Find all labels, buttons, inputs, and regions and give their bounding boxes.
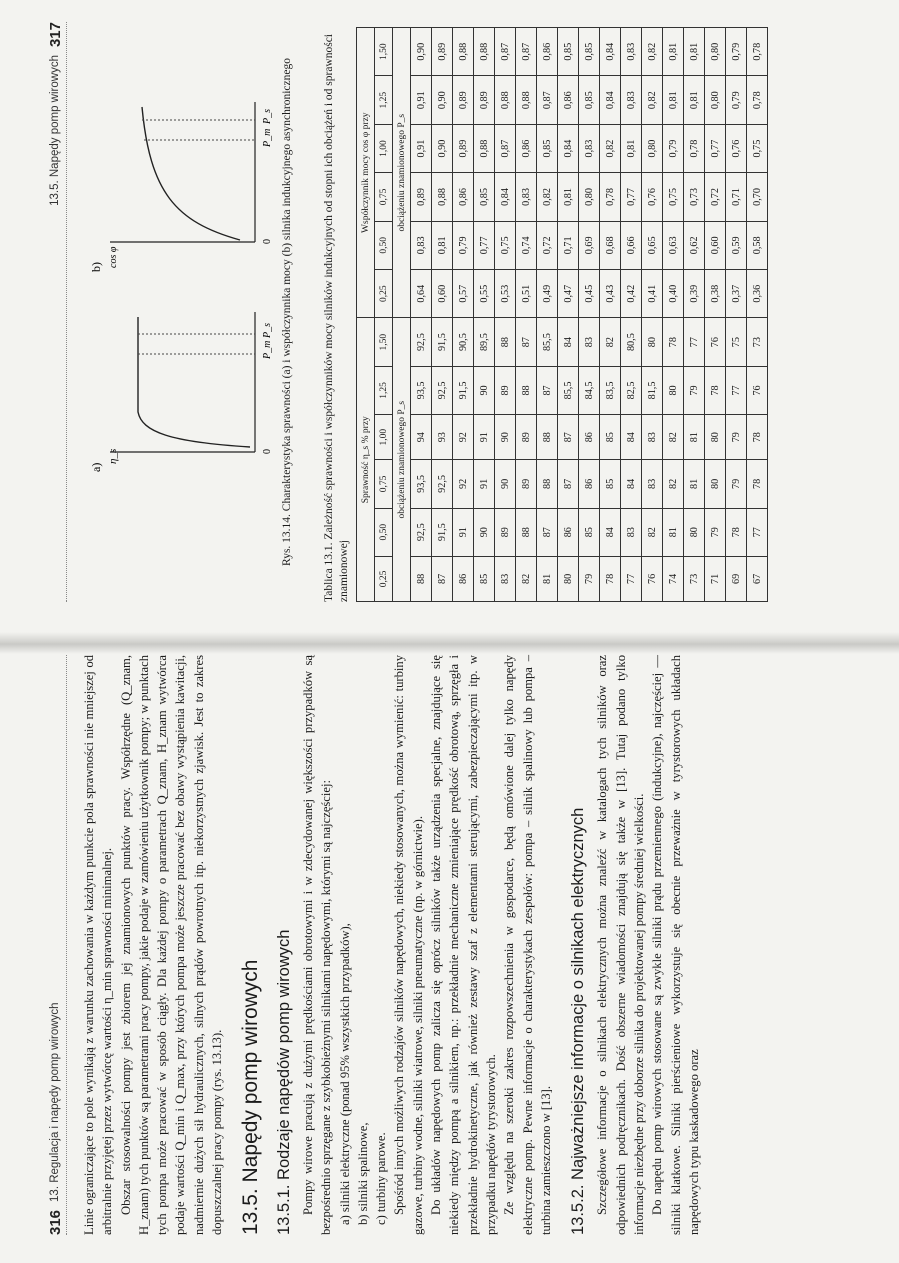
table-cell: 0,63 bbox=[663, 221, 684, 269]
table-cell: 82 bbox=[663, 415, 684, 460]
table-cell: 0,83 bbox=[621, 28, 642, 76]
table-cell: 0,91 bbox=[411, 124, 432, 172]
table-cell: 0,89 bbox=[411, 173, 432, 221]
table-cell: 93 bbox=[432, 415, 453, 460]
table-cell: 87 bbox=[432, 556, 453, 601]
running-head-left bbox=[44, 655, 67, 1235]
table-cell: 94 bbox=[411, 415, 432, 460]
table-cell: 83 bbox=[642, 415, 663, 460]
subheader-power-factor: obciążeniu znamionowego P_s bbox=[393, 28, 411, 318]
table-cell: 91 bbox=[453, 508, 474, 556]
table-cell: 0,81 bbox=[621, 124, 642, 172]
paragraph: Do napędu pomp wirowych stosowane są zwykle silniki prądu przemiennego (indukcyjne), najczęściej — silniki klatkowe. Silniki pierścieniowe wykorzystuje się obecnie przeważnie w tyrystorowych układach napędowych typu kaskadowego oraz bbox=[650, 655, 701, 1235]
table-cell: 0,80 bbox=[579, 173, 600, 221]
table-cell: 81 bbox=[684, 415, 705, 460]
table-cell: 69 bbox=[726, 556, 747, 601]
table-cell: 0,85 bbox=[579, 28, 600, 76]
table-row bbox=[453, 28, 474, 602]
table-cell: 71 bbox=[705, 556, 726, 601]
table-cell: 83 bbox=[621, 508, 642, 556]
table-header-row bbox=[357, 28, 375, 602]
table-cell: 92,5 bbox=[432, 366, 453, 414]
table-cell: 0,75 bbox=[495, 221, 516, 269]
table-cell: 89 bbox=[516, 415, 537, 460]
table-cell: 0,89 bbox=[453, 124, 474, 172]
table-cell: 0,87 bbox=[537, 76, 558, 124]
fig-b-x0: 0 bbox=[262, 239, 273, 244]
table-cell: 85,5 bbox=[558, 366, 579, 414]
load-level-cell: 1,50 bbox=[375, 318, 393, 366]
table-cell: 0,45 bbox=[579, 270, 600, 318]
paragraph: Szczegółowe informacje o silnikach elektrycznych można znaleźć w katalogach tych silników oraz odpowiednich podręcznikach. Dość obszerne wiadomości znajdują się także w [13]. Tutaj podano tylko informacje niezbędne przy doborze silnika do projektowanej pompy średniej wielkości. bbox=[595, 655, 647, 1235]
fig-a-xps: P_s bbox=[262, 323, 273, 338]
table-cell: 0,71 bbox=[558, 221, 579, 269]
table-cell: 80,5 bbox=[621, 318, 642, 366]
table-cell: 91 bbox=[474, 460, 495, 508]
table-cell: 0,83 bbox=[516, 173, 537, 221]
table-cell: 0,57 bbox=[453, 270, 474, 318]
table-cell: 88 bbox=[537, 460, 558, 508]
table-row bbox=[516, 28, 537, 602]
fig-b-xps: P_s bbox=[262, 109, 273, 124]
table-cell: 0,83 bbox=[579, 124, 600, 172]
table-cell: 77 bbox=[747, 508, 768, 556]
table-cell: 0,87 bbox=[495, 124, 516, 172]
table-cell: 85 bbox=[474, 556, 495, 601]
table-cell: 87 bbox=[558, 460, 579, 508]
table-cell: 0,86 bbox=[453, 173, 474, 221]
paragraph: Spośród innych możliwych rodzajów silników napędowych, niekiedy stosowanych, można wymienić: turbiny gazowe, turbiny wodne, silniki wiatrowe, silniki pneumatyczne (np. w górnictwie). bbox=[392, 655, 425, 1235]
table-cell: 85 bbox=[579, 508, 600, 556]
subsection-heading: 13.5.2. Najważniejsze informacje o silnikach elektrycznych bbox=[569, 807, 588, 1235]
table-cell: 0,78 bbox=[684, 124, 705, 172]
table-row bbox=[600, 28, 621, 602]
table-cell: 0,87 bbox=[516, 28, 537, 76]
table-cell: 0,70 bbox=[747, 173, 768, 221]
fig-a-curve bbox=[138, 317, 250, 447]
table-cell: 80 bbox=[705, 415, 726, 460]
load-level-cell: 0,50 bbox=[375, 508, 393, 556]
table-cell: 0,90 bbox=[432, 76, 453, 124]
load-level-cell: 0,25 bbox=[375, 556, 393, 601]
table-cell: 89 bbox=[516, 460, 537, 508]
table-13-1 bbox=[356, 27, 768, 602]
figure-caption: Rys. 13.14. Charakterystyka sprawności (a) i współczynnika mocy (b) silnika indukcyjnego asynchronicznego bbox=[281, 58, 293, 566]
table-cell: 81 bbox=[684, 460, 705, 508]
table-cell: 84 bbox=[621, 415, 642, 460]
table-cell: 73 bbox=[747, 318, 768, 366]
table-cell: 0,41 bbox=[642, 270, 663, 318]
table-cell: 0,79 bbox=[663, 124, 684, 172]
list-item: b) silniki spalinowe, bbox=[355, 1122, 370, 1225]
table-cell: 86 bbox=[579, 415, 600, 460]
table-cell: 0,81 bbox=[684, 76, 705, 124]
table-cell: 0,88 bbox=[432, 173, 453, 221]
table-cell: 87 bbox=[537, 366, 558, 414]
table-cell: 73 bbox=[684, 556, 705, 601]
table-cell: 89 bbox=[495, 508, 516, 556]
table-row bbox=[537, 28, 558, 602]
table-cell: 85 bbox=[600, 415, 621, 460]
table-cell: 90 bbox=[474, 366, 495, 414]
table-cell: 0,77 bbox=[621, 173, 642, 221]
table-cell: 0,88 bbox=[474, 124, 495, 172]
table-cell: 0,74 bbox=[516, 221, 537, 269]
table-cell: 91,5 bbox=[453, 366, 474, 414]
table-cell: 78 bbox=[705, 366, 726, 414]
table-cell: 82 bbox=[600, 318, 621, 366]
table-row bbox=[705, 28, 726, 602]
table-cell: 0,77 bbox=[705, 124, 726, 172]
table-cell: 0,75 bbox=[663, 173, 684, 221]
table-cell: 0,42 bbox=[621, 270, 642, 318]
table-cell: 79 bbox=[726, 415, 747, 460]
paragraph: Obszar stosowalności pompy jest zbiorem jej znamionowych punktów pracy. Współrzędne (Q_znam, H_znam) tych punktów są parametrami pracy pompy, jakie podaje w zamówieniu użytkownik pompy; w punktach tych pompa może pracować w sposób ciągły. Dla każdej pompy o parametrach Q_znam, H_znam wytwórca podaje wartości Q_min i Q_max, przy których pompa może jeszcze pracować bez obawy wystąpienia kawitacji, nadmiernie dużych sił hydraulicznych, silnych prądów powrotnych itp. niekorzystnych zjawisk. Jest to zakres dopuszczalnej pracy pompy (rys. 13.13). bbox=[118, 655, 225, 1235]
load-level-cell: 0,75 bbox=[375, 460, 393, 508]
table-cell: 0,60 bbox=[705, 221, 726, 269]
table-cell: 0,43 bbox=[600, 270, 621, 318]
table-cell: 80 bbox=[705, 460, 726, 508]
table-cell: 0,72 bbox=[705, 173, 726, 221]
table-cell: 0,79 bbox=[726, 28, 747, 76]
figure-13-14 bbox=[80, 22, 300, 602]
fig-b-curve bbox=[142, 107, 240, 240]
table-cell: 79 bbox=[684, 366, 705, 414]
table-row bbox=[663, 28, 684, 602]
subheader-efficiency: obciążeniu znamionowego P_s bbox=[393, 318, 411, 602]
fig-a-ylabel: η_s bbox=[107, 448, 119, 464]
section-heading: 13.5. Napędy pomp wirowych bbox=[239, 959, 263, 1235]
table-cell: 0,53 bbox=[495, 270, 516, 318]
table-cell: 77 bbox=[621, 556, 642, 601]
table-cell: 90,5 bbox=[453, 318, 474, 366]
paragraph: Pompy wirowe pracują z dużymi prędkościami obrotowymi i w zdecydowanej większości przypadków są bezpośrednio sprzęgane z szybkobieżnymi silnikami napędowymi, którymi są najczęściej: bbox=[300, 655, 334, 1235]
table-cell: 0,59 bbox=[726, 221, 747, 269]
table-cell: 0,79 bbox=[453, 221, 474, 269]
table-row bbox=[411, 28, 432, 602]
table-cell: 83 bbox=[495, 556, 516, 601]
load-level-cell: 1,50 bbox=[375, 28, 393, 76]
table-cell: 80 bbox=[684, 508, 705, 556]
paragraph: Do układów napędowych pomp zalicza się oprócz silników także urządzenia specjalne, znajdujące się niekiedy między pompą a silnikiem, np.: przekładnie mechaniczne zmieniające prędkość obrotową, sprzęgła i przekładnie hydrokinetyczne, jak również zestawy szaf z elementami sterującymi, zabezpieczającymi itp. w przypadku napędów tyrystorowych. bbox=[429, 655, 498, 1235]
table-cell: 0,81 bbox=[684, 28, 705, 76]
table-subheader-row bbox=[393, 28, 411, 602]
load-level-cell: 0,75 bbox=[375, 173, 393, 221]
table-cell: 0,77 bbox=[474, 221, 495, 269]
table-cell: 0,36 bbox=[747, 270, 768, 318]
table-cell: 78 bbox=[747, 415, 768, 460]
table-cell: 0,86 bbox=[537, 28, 558, 76]
table-cell: 0,89 bbox=[453, 76, 474, 124]
table-cell: 0,76 bbox=[726, 124, 747, 172]
table-cell: 0,72 bbox=[537, 221, 558, 269]
table-cell: 91 bbox=[474, 415, 495, 460]
table-cell: 0,64 bbox=[411, 270, 432, 318]
table-cell: 79 bbox=[705, 508, 726, 556]
table-cell: 0,51 bbox=[516, 270, 537, 318]
page-number-right: 317 bbox=[46, 22, 64, 48]
table-cell: 80 bbox=[558, 556, 579, 601]
table-cell: 0,85 bbox=[579, 76, 600, 124]
table-cell: 80 bbox=[663, 366, 684, 414]
table-cell: 0,73 bbox=[684, 173, 705, 221]
table-cell: 0,87 bbox=[495, 28, 516, 76]
table-cell: 75 bbox=[726, 318, 747, 366]
fig-a-label: a) bbox=[89, 462, 103, 472]
table-cell: 0,80 bbox=[705, 76, 726, 124]
table-cell: 0,39 bbox=[684, 270, 705, 318]
table-cell: 84 bbox=[621, 460, 642, 508]
table-cell: 0,55 bbox=[474, 270, 495, 318]
load-level-cell: 1,00 bbox=[375, 124, 393, 172]
fig-b-label: b) bbox=[89, 262, 103, 272]
table-cell: 81 bbox=[663, 508, 684, 556]
table-cell: 0,58 bbox=[747, 221, 768, 269]
table-cell: 0,88 bbox=[453, 28, 474, 76]
table-cell: 67 bbox=[747, 556, 768, 601]
table-cell: 0,37 bbox=[726, 270, 747, 318]
table-cell: 79 bbox=[726, 460, 747, 508]
table-cell: 83 bbox=[579, 318, 600, 366]
table-cell: 91,5 bbox=[432, 508, 453, 556]
table-cell: 0,65 bbox=[642, 221, 663, 269]
left-page bbox=[0, 633, 899, 1263]
table-cell: 0,85 bbox=[537, 124, 558, 172]
table-cell: 78 bbox=[663, 318, 684, 366]
table-cell: 78 bbox=[747, 460, 768, 508]
table-cell: 0,81 bbox=[558, 173, 579, 221]
list-item: a) silniki elektryczne (ponad 95% wszystkich przypadków), bbox=[337, 923, 352, 1225]
table-cell: 92,5 bbox=[411, 318, 432, 366]
table-cell: 0,82 bbox=[642, 28, 663, 76]
paragraph: Linie ograniczające to pole wynikają z warunku zachowania w każdym punkcie pola sprawności nie mniejszej od arbitralnie przyjętej przez wytwórcę wartości η_min sprawności minimalnej. bbox=[82, 655, 115, 1235]
running-head-right bbox=[44, 22, 67, 602]
table-cell: 84 bbox=[600, 508, 621, 556]
table-cell: 0,80 bbox=[705, 28, 726, 76]
paragraph: Ze względu na szeroki zakres rozpowszechnienia w gospodarce, będą omówione dalej tylko napędy elektryczne pomp. Pewne informacje o charakterystykach zespołów: pompa – silnik spalinowy lub pompa – turbina zamieszczono w [13]. bbox=[502, 655, 553, 1235]
table-cell: 92,5 bbox=[432, 460, 453, 508]
fig-a-xpm: P_m bbox=[262, 340, 273, 359]
table-cell: 0,90 bbox=[411, 28, 432, 76]
table-row bbox=[747, 28, 768, 602]
table-cell: 74 bbox=[663, 556, 684, 601]
table-row bbox=[621, 28, 642, 602]
table-cell: 86 bbox=[579, 460, 600, 508]
table-cell: 88 bbox=[516, 508, 537, 556]
table-cell: 76 bbox=[747, 366, 768, 414]
table-cell: 82,5 bbox=[621, 366, 642, 414]
table-cell: 87 bbox=[516, 318, 537, 366]
header-efficiency: Sprawność η_s % przy bbox=[357, 318, 375, 602]
right-page bbox=[0, 0, 899, 630]
table-cell: 0,49 bbox=[537, 270, 558, 318]
table-cell: 87 bbox=[537, 508, 558, 556]
table-cell: 0,86 bbox=[516, 124, 537, 172]
table-cell: 86 bbox=[453, 556, 474, 601]
load-level-cell: 1,25 bbox=[375, 76, 393, 124]
table-cell: 0,62 bbox=[684, 221, 705, 269]
table-cell: 92,5 bbox=[411, 508, 432, 556]
load-level-cell: 0,50 bbox=[375, 221, 393, 269]
table-cell: 81 bbox=[537, 556, 558, 601]
load-level-cell: 0,25 bbox=[375, 270, 393, 318]
table-cell: 77 bbox=[726, 366, 747, 414]
table-cell: 91,5 bbox=[432, 318, 453, 366]
table-cell: 0,47 bbox=[558, 270, 579, 318]
table-cell: 87 bbox=[558, 415, 579, 460]
table-cell: 79 bbox=[579, 556, 600, 601]
table-cell: 0,68 bbox=[600, 221, 621, 269]
table-cell: 84,5 bbox=[579, 366, 600, 414]
table-cell: 92 bbox=[453, 460, 474, 508]
running-head-text: 13. Regulacja i napędy pomp wirowych bbox=[49, 1002, 61, 1202]
table-cell: 0,82 bbox=[600, 124, 621, 172]
table-row bbox=[495, 28, 516, 602]
table-cell: 86 bbox=[558, 508, 579, 556]
table-cell: 0,38 bbox=[705, 270, 726, 318]
table-cell: 0,88 bbox=[516, 76, 537, 124]
table-cell: 0,85 bbox=[558, 28, 579, 76]
table-row bbox=[684, 28, 705, 602]
table-cell: 88 bbox=[516, 366, 537, 414]
table-load-row bbox=[375, 28, 393, 602]
table-cell: 89,5 bbox=[474, 318, 495, 366]
table-cell: 0,84 bbox=[600, 76, 621, 124]
table-cell: 89 bbox=[495, 366, 516, 414]
table-cell: 0,81 bbox=[432, 221, 453, 269]
table-cell: 0,81 bbox=[663, 76, 684, 124]
table-cell: 0,84 bbox=[495, 173, 516, 221]
table-cell: 78 bbox=[600, 556, 621, 601]
table-cell: 0,84 bbox=[600, 28, 621, 76]
table-row bbox=[579, 28, 600, 602]
table-cell: 83,5 bbox=[600, 366, 621, 414]
left-body bbox=[80, 655, 703, 1235]
table-cell: 0,78 bbox=[747, 76, 768, 124]
page-number-left: 316 bbox=[46, 1209, 64, 1235]
table-cell: 78 bbox=[726, 508, 747, 556]
table-cell: 85 bbox=[600, 460, 621, 508]
table-cell: 82 bbox=[642, 508, 663, 556]
table-cell: 0,75 bbox=[747, 124, 768, 172]
table-cell: 88 bbox=[495, 318, 516, 366]
subsection-heading: 13.5.1. Rodzaje napędów pomp wirowych bbox=[274, 929, 293, 1235]
fig-b-ylabel: cos φ bbox=[108, 246, 119, 268]
table-cell: 0,83 bbox=[621, 76, 642, 124]
table-cell: 88 bbox=[537, 415, 558, 460]
table-cell: 81,5 bbox=[642, 366, 663, 414]
table-caption: Tablica 13.1. Zależność sprawności i współczynników mocy silników indukcyjnych od stopni ich obciążeń i od sprawności znamionowej bbox=[323, 33, 350, 602]
table-cell: 0,85 bbox=[474, 173, 495, 221]
table-cell: 0,82 bbox=[537, 173, 558, 221]
table-cell: 0,84 bbox=[558, 124, 579, 172]
table-cell: 90 bbox=[474, 508, 495, 556]
table-cell: 92 bbox=[453, 415, 474, 460]
table-cell: 0,69 bbox=[579, 221, 600, 269]
table-row bbox=[474, 28, 495, 602]
table-cell: 77 bbox=[684, 318, 705, 366]
table-row bbox=[432, 28, 453, 602]
table-cell: 80 bbox=[642, 318, 663, 366]
table-cell: 82 bbox=[663, 460, 684, 508]
table-cell: 0,90 bbox=[432, 124, 453, 172]
table-cell: 93,5 bbox=[411, 460, 432, 508]
figure-graphs bbox=[80, 22, 280, 602]
table-cell: 0,88 bbox=[474, 28, 495, 76]
table-cell: 0,88 bbox=[495, 76, 516, 124]
table-cell: 83 bbox=[642, 460, 663, 508]
table-cell: 0,66 bbox=[621, 221, 642, 269]
table-cell: 0,89 bbox=[474, 76, 495, 124]
table-row bbox=[642, 28, 663, 602]
table-cell: 93,5 bbox=[411, 366, 432, 414]
table-cell: 0,82 bbox=[642, 76, 663, 124]
table-body bbox=[357, 28, 768, 602]
table-cell: 0,78 bbox=[600, 173, 621, 221]
table-cell: 0,91 bbox=[411, 76, 432, 124]
table-cell: 90 bbox=[495, 460, 516, 508]
table-cell: 0,76 bbox=[642, 173, 663, 221]
table-cell: 0,60 bbox=[432, 270, 453, 318]
table-row bbox=[558, 28, 579, 602]
table-cell: 90 bbox=[495, 415, 516, 460]
table-cell: 0,83 bbox=[411, 221, 432, 269]
table-row bbox=[726, 28, 747, 602]
table-cell: 76 bbox=[705, 318, 726, 366]
table-cell: 0,79 bbox=[726, 76, 747, 124]
table-cell: 0,71 bbox=[726, 173, 747, 221]
table-cell: 0,86 bbox=[558, 76, 579, 124]
load-level-cell: 1,00 bbox=[375, 415, 393, 460]
header-power-factor: Współczynnik mocy cos φ przy bbox=[357, 28, 375, 318]
fig-a-x0: 0 bbox=[262, 449, 273, 454]
table-cell: 0,80 bbox=[642, 124, 663, 172]
table-cell: 88 bbox=[411, 556, 432, 601]
running-head-text: 13.5. Napędy pomp wirowych bbox=[49, 55, 61, 206]
list-item: c) turbiny parowe. bbox=[374, 1132, 389, 1225]
load-level-cell: 1,25 bbox=[375, 366, 393, 414]
table-cell: 84 bbox=[558, 318, 579, 366]
table-cell: 85,5 bbox=[537, 318, 558, 366]
table-cell: 0,78 bbox=[747, 28, 768, 76]
table-cell: 0,40 bbox=[663, 270, 684, 318]
table-cell: 76 bbox=[642, 556, 663, 601]
table-cell: 0,81 bbox=[663, 28, 684, 76]
table-cell: 82 bbox=[516, 556, 537, 601]
fig-b-xpm: P_m bbox=[262, 128, 273, 147]
table-cell: 0,89 bbox=[432, 28, 453, 76]
